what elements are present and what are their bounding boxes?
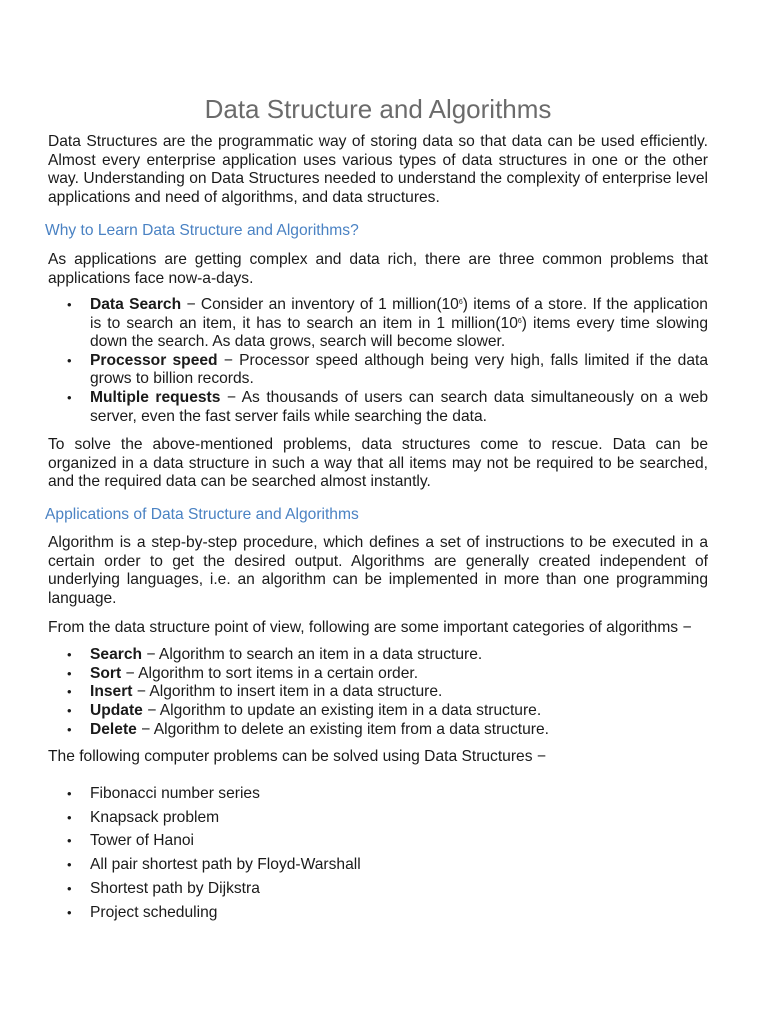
section-heading-applications: Applications of Data Structure and Algorithms xyxy=(45,506,359,523)
list-item: • Shortest path by Dijkstra xyxy=(90,877,708,901)
exponent: 6 xyxy=(517,317,522,325)
list-item: • All pair shortest path by Floyd-Warshall xyxy=(90,853,708,877)
category-term: Delete xyxy=(90,720,137,738)
category-term: Sort xyxy=(90,664,122,682)
exponent: 6 xyxy=(458,299,463,306)
solvable-problems-list xyxy=(90,782,708,924)
list-item: • Fibonacci number series xyxy=(90,782,708,806)
categories-intro-paragraph: From the data structure point of view, following are some important categories of algorithms − xyxy=(48,619,692,636)
category-term: Search xyxy=(90,646,143,663)
solution-paragraph: To solve the above-mentioned problems, data structures come to rescue. Data can be organized in a data structure in such a way that all items may not be required to be searched, and the required data can be searched almost instantly. xyxy=(48,436,708,491)
list-item: • Search − Algorithm to search an item in a data structure. xyxy=(90,646,708,665)
intro-paragraph: Data Structures are the programmatic way of storing data so that data can be used efficiently. Almost every enterprise application uses various types of data structures in one or the other way. Understanding on Data Structures needed to understand the complexity of enterprise level applications and need of algorithms, and data structures. xyxy=(48,133,708,206)
category-term: Update xyxy=(90,702,143,720)
algorithm-categories-list xyxy=(90,646,708,740)
section-heading-why-learn: Why to Learn Data Structure and Algorithms? xyxy=(45,222,359,239)
list-item: • Insert − Algorithm to insert item in a data structure. xyxy=(90,683,708,702)
list-item: • Sort − Algorithm to sort items in a certain order. xyxy=(90,665,708,684)
list-item: • Project scheduling xyxy=(90,901,708,925)
problems-lead-paragraph: As applications are getting complex and data rich, there are three common problems that applications face now-a-days. xyxy=(48,251,708,287)
list-item: • Delete − Algorithm to delete an existing item from a data structure. xyxy=(90,721,708,740)
page-title: Data Structure and Algorithms xyxy=(204,94,552,124)
algorithm-definition-paragraph: Algorithm is a step-by-step procedure, which defines a set of instructions to be executed in a certain order to get the desired output. Algorithms are generally created independent of underlying languages, i.e. an algorithm can be implemented in more than one programming language. xyxy=(48,534,708,607)
list-item: • Multiple requests − As thousands of users can search data simultaneously on a web server, even the fast server fails while searching the data. xyxy=(90,389,708,426)
problem-term: Processor speed xyxy=(90,351,218,369)
list-item: • Knapsack problem xyxy=(90,806,708,830)
list-item: • Update − Algorithm to update an existing item in a data structure. xyxy=(90,702,708,721)
list-item: • Processor speed − Processor speed although being very high, falls limited if the data grows to billion records. xyxy=(90,352,708,389)
problems-intro-paragraph: The following computer problems can be solved using Data Structures − xyxy=(48,748,546,765)
list-item: • Data Search − Consider an inventory of 1 $million(10^6)$ items of a store. If the application is to search an item, it has to search an item in 1 $million(10^6)$ items every time slowing down the search. As data grows, search will become slower. xyxy=(90,296,708,352)
list-item: • Tower of Hanoi xyxy=(90,829,708,853)
problem-term: Data Search xyxy=(90,296,182,313)
common-problems-list xyxy=(90,296,708,426)
problem-term: Multiple requests xyxy=(90,388,221,406)
category-term: Insert xyxy=(90,683,133,701)
